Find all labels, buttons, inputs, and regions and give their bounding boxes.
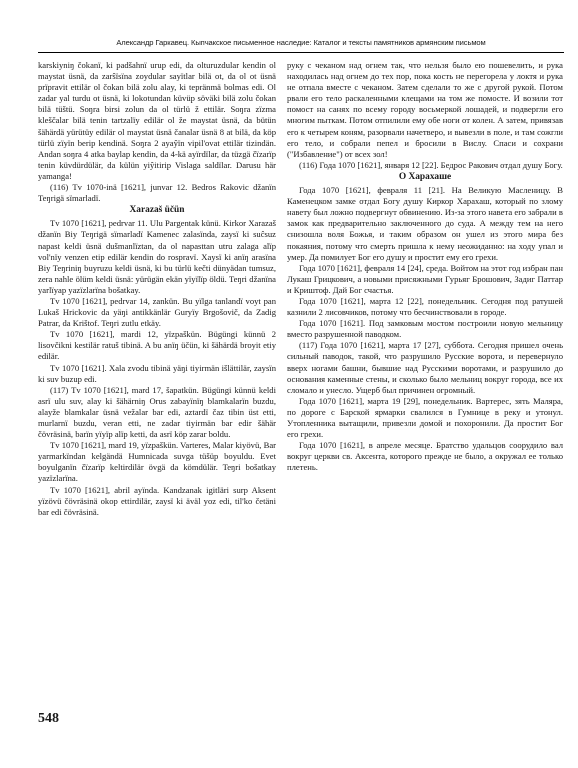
right-paragraph-7: (117) Года 1070 [1621], марта 17 [27], суббота. Сегодня пришел очень сильный паводок, такой, что разрушило Русские ворота, и перевернуло вверх ногами башни, бывшие над Русскими воротами, и разрушило до основания каменные стены, и сколько было мельниц вокруг города, все их сломало и унесло. Ущерб был причинен огромный. xyxy=(287,340,563,395)
right-section-heading: О Харахаше xyxy=(398,171,452,182)
right-paragraph-2: (116) Года 1070 [1621], января 12 [22]. Бедрос Ракович отдал душу Богу. xyxy=(299,159,563,170)
right-paragraph-3: Года 1070 [1621], февраля 11 [21]. На Великую Масленицу. В Каменецком замке отдал Богу душу Киркор Харахаш, который по злому навету был ложно подвергнут обвинению. Из-за этого навета его забрали в замок как предварительно заключенного до суда. А между тем на него снизошла воля Божья, и таким образом он ушел из этого мира без покаяния, потому что смерть пришла к нему неожиданно: на ходу упал и умер. Да помилует Бог его душу и простит ему его грехи. xyxy=(287,185,563,262)
right-paragraph-9: Года 1070 [1621], в апреле месяце. Братство удальцов соорудило вал вокруг церкви св. Аксента, которого прежде не было, а окружал ее только плетень. xyxy=(287,440,563,473)
running-header: Александр Гаркавец. Кыпчакское письменное наследие: Каталог и тексты памятников армянским письмом xyxy=(116,38,486,47)
right-column-russian-translation xyxy=(287,60,563,710)
left-paragraph-9: Tv 1070 [1621], abril ayïnda. Kandzanak igitläri surp Aksent yïzövü čövräsinä okop ettirdilär, zaysï ki äväl yoz edi, til'ko četäni bar edi čövräsinä. xyxy=(38,484,276,517)
right-paragraph-4: Года 1070 [1621], февраля 14 [24], среда. Войтом на этот год избран пан Лукаш Грицкович, а новыми присяжными Гурьяг Брошович, Задиг Паттар и Криштоф. Дай Бог счастья. xyxy=(287,262,563,295)
left-paragraph-1: karskiyniŋ čokanï, ki padšahnï urup edi, da olturuzdular kendin ol maystat üsnä, da zarŝïsïna zoydular sayïtlar bilä ot, da ol ot üsnä prïpravit ettilär ol čokan bilä zolu alay, ki tepränmä bolmas edi. Ol zadar yal turdu ot üsnä, ki lokotundan küvüp söväki bilä zolu čokan bilä tüštü. Soŋra birsi zolun da ol türlü ž ettilär. Soŋra zïzma kleščalar bilä tenin tartzalïy edilär ol že maystat üsnä, da bütün šähärdä yürütüy edilär ol maystat üsnä čanalar üsnä 8 at bilä, da köp türlü zïyïn berip kendinä. Soŋra 2 ayaŷïn vipil'ovat ettilär tizindän. Andan soŋra 4 atka baylap kendin, da 4-kä ayïrdïlar, da tüzgä čïzarïp tenin küvdürdülär, da külün yiŷitirip Vislaga saldïlar. Darusu här yamanga! xyxy=(38,60,276,181)
right-paragraph-6: Года 1070 [1621]. Под замковым мостом построили новую мельницу вместо разрушенной паводком. xyxy=(287,318,563,340)
page-number: 548 xyxy=(38,711,59,726)
right-paragraph-5: Года 1070 [1621], марта 12 [22], понедельник. Сегодня под ратушей казнили 2 лисовчиков, потому что бесчинствовали в городе. xyxy=(287,295,563,318)
header-rule xyxy=(38,52,564,53)
left-paragraph-8: Tv 1070 [1621], mard 19, yïzpaškün. Varteres, Malar kiyövü, Bar yarmarkïndan kelgändä Humnicada suvga tüšüp boyuldu. Evet boyulganïn čïzarïp keltirdilär övgä da kömdülär. Teŋri bošatkay yazïzlarïna. xyxy=(38,440,276,484)
right-paragraph-1: руку с чеканом над огнем так, что нельзя было ею пошевелить, и рука находилась над огнем до тех пор, пока кость не перегорела у локтя и рука не отпала вместе с чеканом. Затем сделали то же с другой рукой. Потом рвали его тело раскаленными клещами на том же помосте. И возили тот помост на санях по всему городу восьмеркой лошадей, и подвергли его многим пыткам. Потом отпилили ему обе ноги от колен. А затем, привязав его к четырем коням, разорвали начетверо, и вывезли в поле, и там сожгли его тело, и собрали пепел и бросили в Вислу. Спаси и сохрани ("Избавление") от всех зол! xyxy=(287,60,563,159)
left-paragraph-4: Tv 1070 [1621], pedrvar 14, zankün. Bu yïlga tanlandï voyt pan Lukaš Hrickovic da yäŋi antikkänlär Guryïy Brgošovič, da Zadig Patrar, da Krištof. Teŋri zutlu etkäy. xyxy=(38,295,276,329)
right-paragraph-8: Года 1070 [1621], марта 19 [29], понедельник. Вартерес, зять Маляра, по дороге с Барской ярмарки свалился в Гумнице в реку и утонул. Утопленника вытащили, привезли домой и похоронили. Да простит Бог его грехи. xyxy=(287,395,563,440)
left-section-heading: Xarazaš üčün xyxy=(129,205,185,216)
left-paragraph-7: (117) Tv 1070 [1621], mard 17, šapatkün. Bügüngi künnü keldi asrï ulu suv, alay ki šähärniŋ Orus zabayïnïŋ blamkalarïn buzdu, alayže blamkalar üsnä vežalar bar edi, aztardï čaz tibin üst etti, murlarnï buzdu, veran etti, ne zadar tiyirmän bar edir šähär čövräsinä, barïn yïyïp alïp ketti, da asrï köp zarar boldu. xyxy=(38,384,276,440)
left-paragraph-5: Tv 1070 [1621], mardi 12, yïzpaškün. Bügüngi künnü 2 lisovčikni kestilär ratuš tibinä. A bu anïŋ üčün, ki šähärdä broyit etiy edilär. xyxy=(38,329,276,362)
left-paragraph-3: Tv 1070 [1621], pedrvar 11. Ulu Pargentak künü. Kirkor Xarazaš džanïn Biy Teŋrigä sïmarladï Kamenec zalasïnda, zaysï ki suĉsuz napast keldi üsnä dušmanlïztan, da ol napasttan utru zalaga alïp vol'nïy venzen etip edilär kendin do rospravï. Xaysï ki anïŋ arasïna Biy Teŋriniŋ buyruzu keldi üsnä, ki bu türlü kečti dünyädan tumsuz, zera nahle ölüm keldi üsnä: yürügän ekän yïyïlïp öldü. Teŋri džanïna yarlïyap yazïzlarïna bošatkay. xyxy=(38,218,276,295)
left-paragraph-2: (116) Tv 1070-inä [1621], junvar 12. Bedros Rakovic džanïn Teŋrigä sïmarladï. xyxy=(38,182,276,204)
left-column-kipchak-text xyxy=(38,60,276,710)
left-paragraph-6: Tv 1070 [1621]. Xala zvodu tibinä yäŋi tiyirmän išlättilär, zaysïn ki suv buzup edi. xyxy=(38,362,276,384)
